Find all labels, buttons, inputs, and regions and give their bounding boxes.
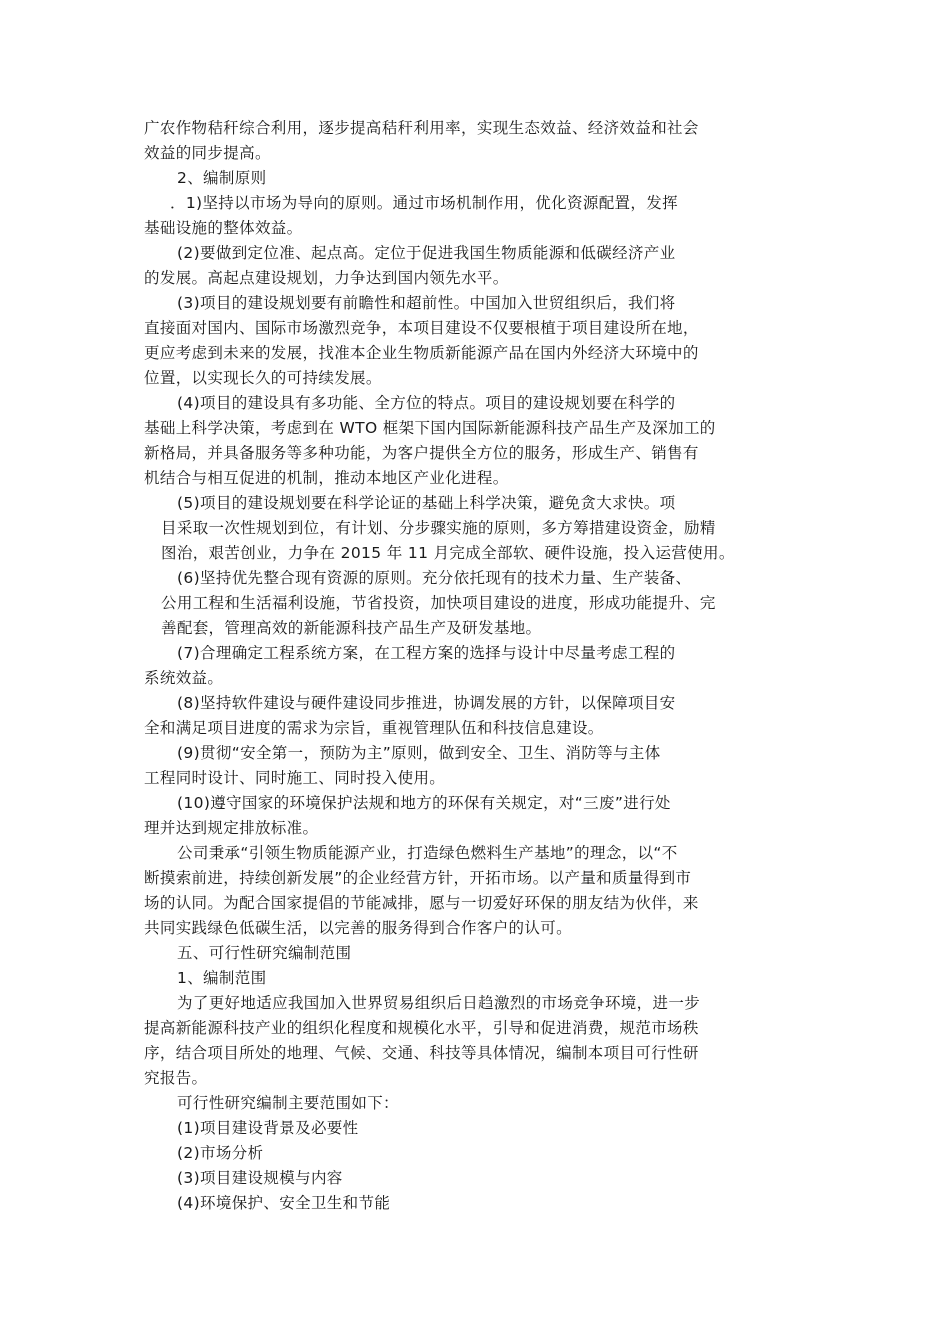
text-line: 断摸索前进，持续创新发展”的企业经营方针，开拓市场。以产量和质量得到市 <box>144 869 692 887</box>
text-line: (7)合理确定工程系统方案，在工程方案的选择与设计中尽量考虑工程的 <box>177 644 676 662</box>
text-line: 的发展。高起点建设规划，力争达到国内领先水平。 <box>144 269 509 287</box>
text-line: 目采取一次性规划到位，有计划、分步骤实施的原则，多方筹措建设资金，励精 <box>161 519 716 537</box>
text-line: (4)项目的建设具有多功能、全方位的特点。项目的建设规划要在科学的 <box>177 394 676 412</box>
text-line: 理并达到规定排放标准。 <box>144 819 319 837</box>
text-line: 系统效益。 <box>144 669 224 687</box>
text-line: 位置，以实现长久的可持续发展。 <box>144 369 382 387</box>
text-line: 共同实践绿色低碳生活，以完善的服务得到合作客户的认可。 <box>144 919 572 937</box>
text-line: 基础上科学决策，考虑到在 WTO 框架下国内国际新能源科技产品生产及深加工的 <box>144 419 716 437</box>
text-line: 全和满足项目进度的需求为宗旨，重视管理队伍和科技信息建设。 <box>144 719 604 737</box>
text-line: 可行性研究编制主要范围如下： <box>177 1094 399 1112</box>
text-line: (5)项目的建设规划要在科学论证的基础上科学决策，避免贪大求快。项 <box>177 494 676 512</box>
section-heading: 五、可行性研究编制范围 <box>177 944 352 962</box>
text-line: 场的认同。为配合国家提倡的节能减排，愿与一切爱好环保的朋友结为伙伴，来 <box>144 894 699 912</box>
list-item: (4)环境保护、安全卫生和节能 <box>177 1194 391 1212</box>
text-line: 直接面对国内、国际市场激烈竞争，本项目建设不仅要根植于项目建设所在地， <box>144 319 699 337</box>
text-line: 工程同时设计、同时施工、同时投入使用。 <box>144 769 446 787</box>
text-line: (3)项目的建设规划要有前瞻性和超前性。中国加入世贸组织后，我们将 <box>177 294 676 312</box>
text-line: 效益的同步提高。 <box>144 144 271 162</box>
list-item: (1)项目建设背景及必要性 <box>177 1119 359 1137</box>
section-heading: 2、编制原则 <box>177 169 267 187</box>
text-line: (10)遵守国家的环境保护法规和地方的环保有关规定，对“三废”进行处 <box>177 794 671 812</box>
text-line: 机结合与相互促进的机制，推动本地区产业化进程。 <box>144 469 509 487</box>
text-line: 图治，艰苦创业，力争在 2015 年 11 月完成全部软、硬件设施，投入运营使用。 <box>161 544 735 562</box>
text-line: (9)贯彻“安全第一，预防为主”原则，做到安全、卫生、消防等与主体 <box>177 744 661 762</box>
list-item: (3)项目建设规模与内容 <box>177 1169 343 1187</box>
list-item: (2)市场分析 <box>177 1144 264 1162</box>
text-line: 公司秉承“引领生物质能源产业，打造绿色燃料生产基地”的理念，以“不 <box>177 844 678 862</box>
text-line: 新格局，并具备服务等多种功能，为客户提供全方位的服务，形成生产、销售有 <box>144 444 699 462</box>
text-line: 序，结合项目所处的地理、气候、交通、科技等具体情况，编制本项目可行性研 <box>144 1044 699 1062</box>
text-line: (2)要做到定位准、起点高。定位于促进我国生物质能源和低碳经济产业 <box>177 244 676 262</box>
text-line: 广农作物秸秆综合利用，逐步提高秸秆利用率，实现生态效益、经济效益和社会 <box>144 119 699 137</box>
text-line: 提高新能源科技产业的组织化程度和规模化水平，引导和促进消费，规范市场秩 <box>144 1019 699 1037</box>
text-line: 更应考虑到未来的发展，找准本企业生物质新能源产品在国内外经济大环境中的 <box>144 344 699 362</box>
text-line: ．1)坚持以市场为导向的原则。通过市场机制作用，优化资源配置，发挥 <box>170 194 678 212</box>
text-line: 善配套，管理高效的新能源科技产品生产及研发基地。 <box>161 619 542 637</box>
text-line: 为了更好地适应我国加入世界贸易组织后日趋激烈的市场竞争环境，进一步 <box>177 994 701 1012</box>
text-line: (8)坚持软件建设与硬件建设同步推进，协调发展的方针，以保障项目安 <box>177 694 676 712</box>
text-line: (6)坚持优先整合现有资源的原则。充分依托现有的技术力量、生产装备、 <box>177 569 692 587</box>
text-line: 公用工程和生活福利设施，节省投资，加快项目建设的进度，形成功能提升、完 <box>161 594 716 612</box>
section-heading: 1、编制范围 <box>177 969 267 987</box>
text-line: 究报告。 <box>144 1069 208 1087</box>
text-line: 基础设施的整体效益。 <box>144 219 303 237</box>
